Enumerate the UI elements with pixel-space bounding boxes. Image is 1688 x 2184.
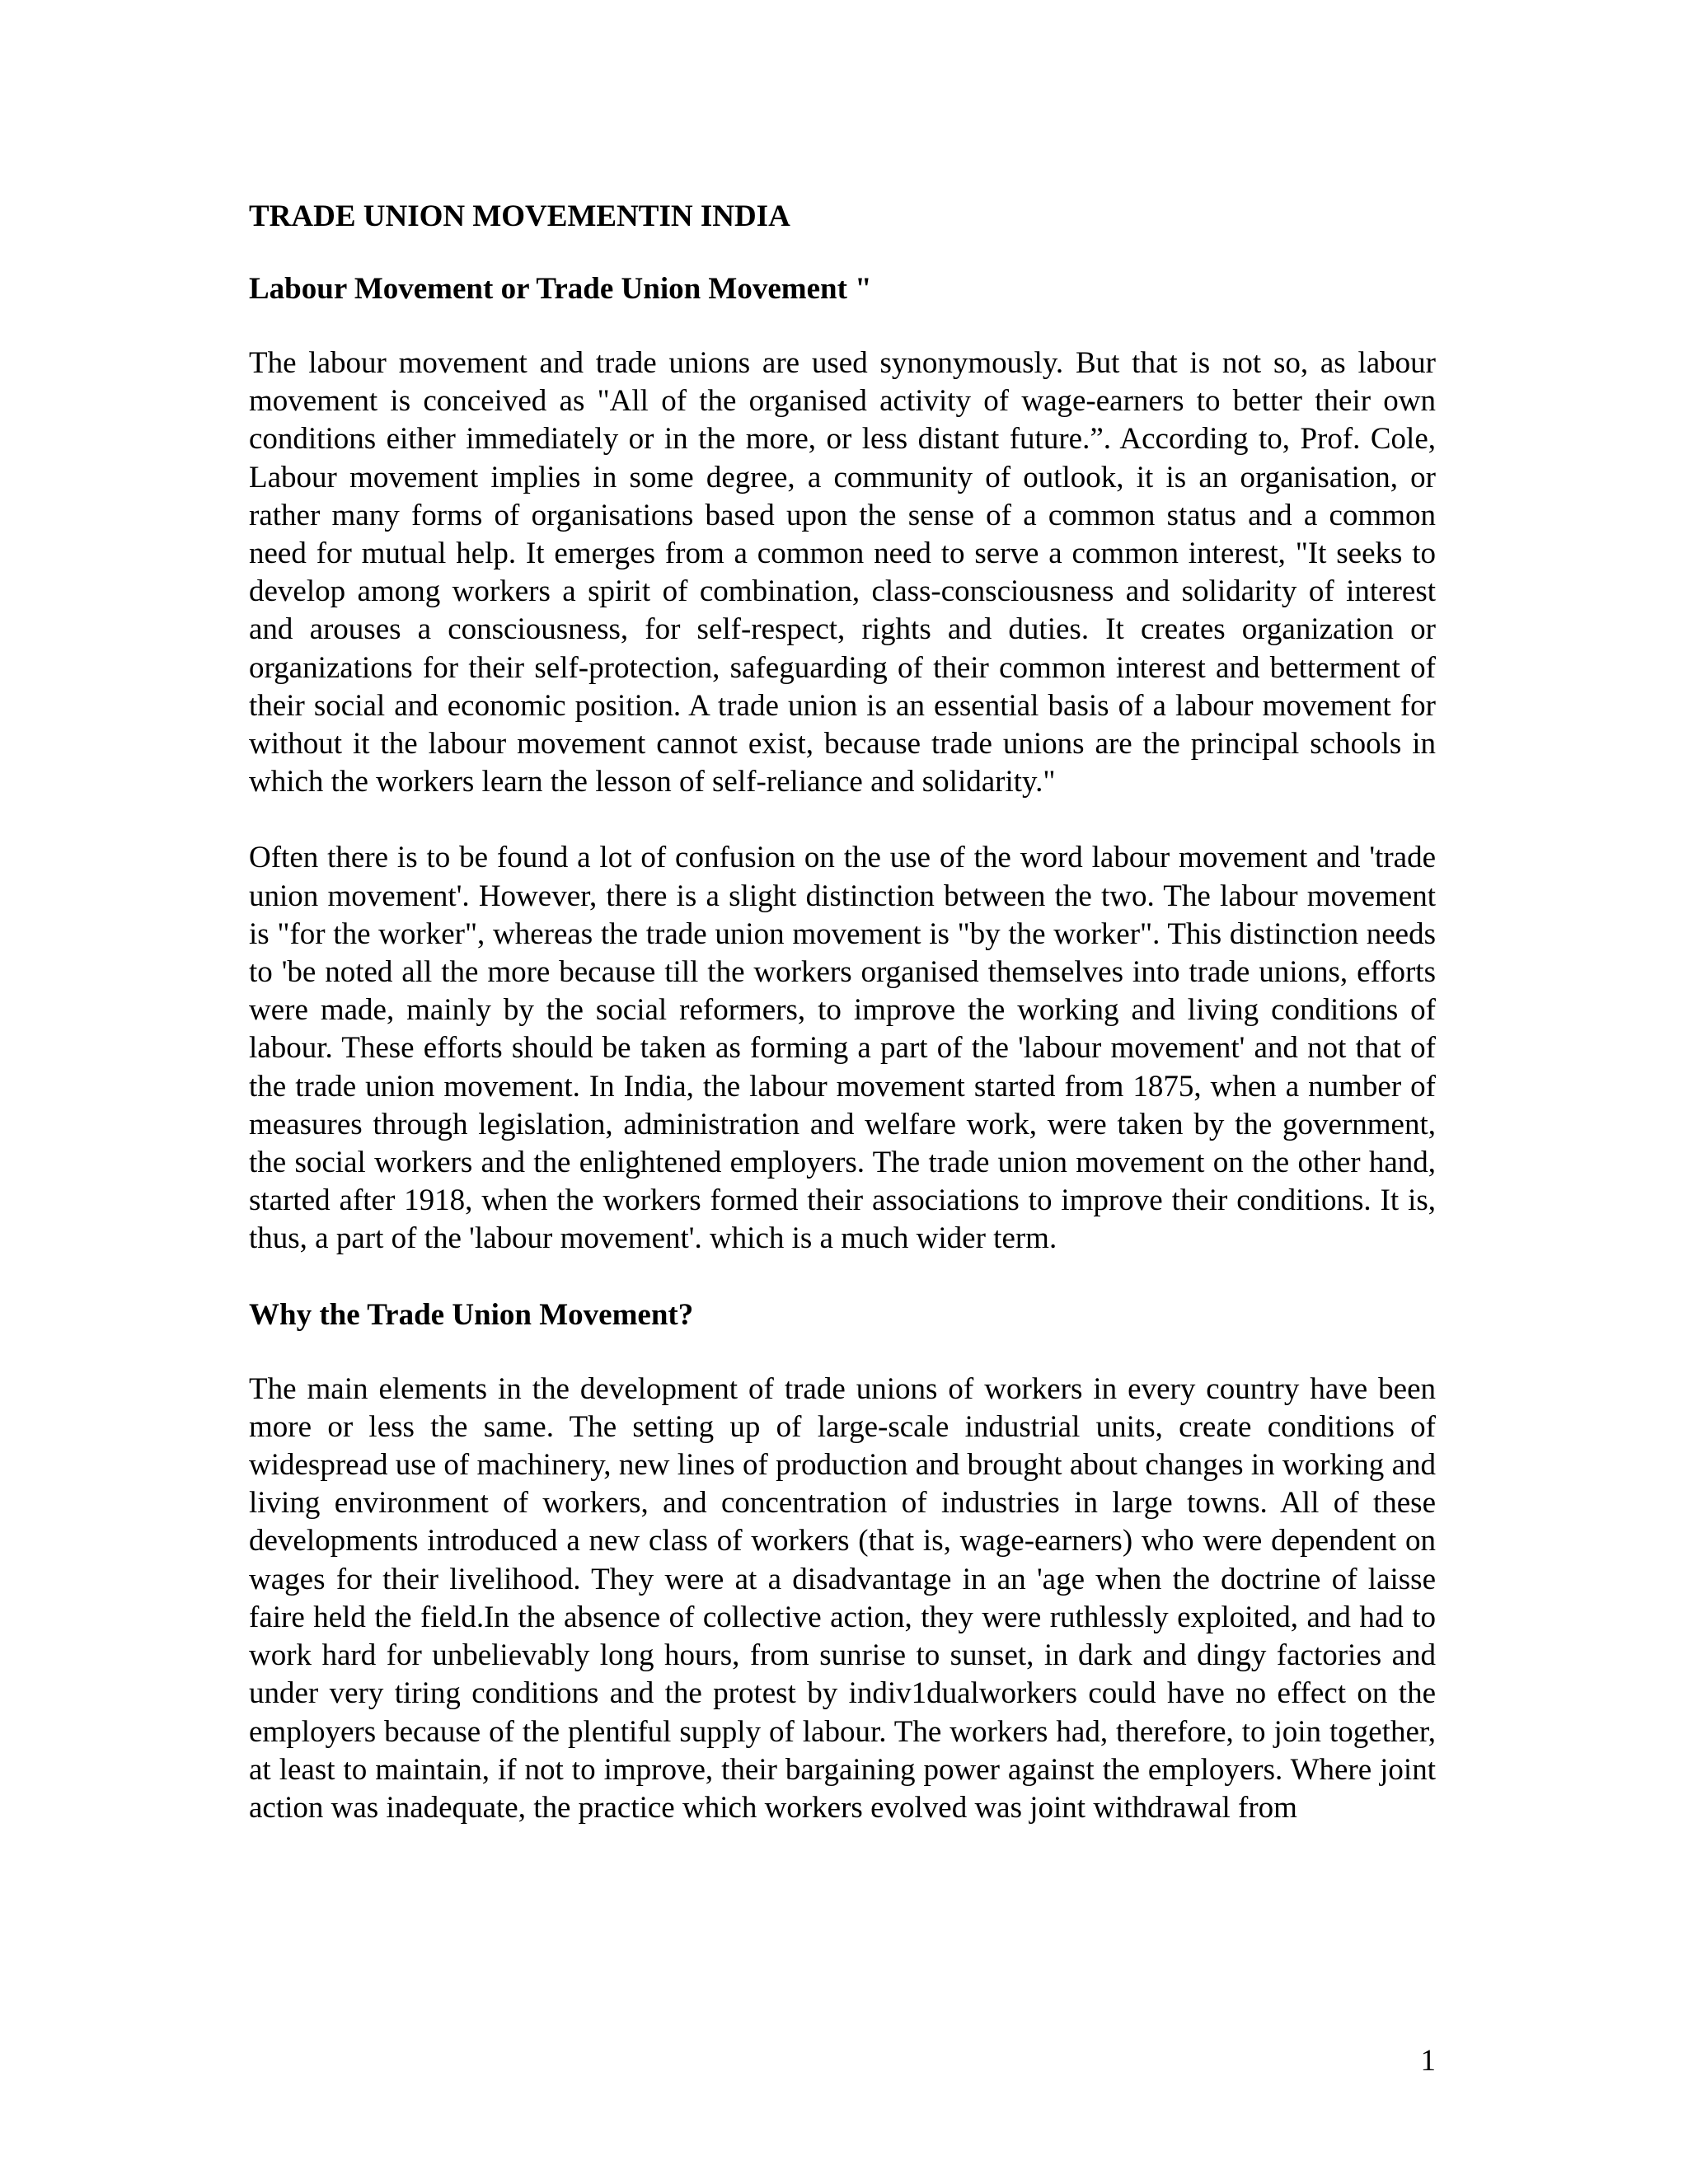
section-heading-why-trade-union: Why the Trade Union Movement? xyxy=(249,1297,694,1332)
section-heading-labour-movement: Labour Movement or Trade Union Movement " xyxy=(249,272,872,306)
paragraph-labour-definition: The labour movement and trade unions are used synonymously. But that is not so, as labour movement is conceived as "All of the organised activity of wage-earners to better their own conditions either immediately or in the more, or less distant future.”. According to, Prof. Cole, Labour movement implies in some degree, a community of outlook, it is an organisation, or rather many forms of organisations based upon the sense of a common status and a common need for mutual help. It emerges from a common need to serve a common interest, "It seeks to develop among workers a spirit of combination, class-consciousness and solidarity of interest and arouses a consciousness, for self-respect, rights and duties. It creates organization or organizations for their self-protection, safeguarding of their common interest and betterment of their social and economic position. A trade union is an essential basis of a labour movement for without it the labour movement cannot exist, because trade unions are the principal schools in which the workers learn the lesson of self-reliance and solidarity." xyxy=(249,346,1436,799)
page-content xyxy=(249,198,1436,1865)
paragraph-labour-vs-trade-union: Often there is to be found a lot of confusion on the use of the word labour movement and 'trade union movement'. However, there is a slight distinction between the two. The labour movement is "for the worker", whereas the trade union movement is "by the worker". This distinction needs to 'be noted all the more because till the workers organised themselves into trade unions, efforts were made, mainly by the social reformers, to improve the working and living conditions of labour. These efforts should be taken as forming a part of the 'labour movement' and not that of the trade union movement. In India, the labour movement started from 1875, when a number of measures through legislation, administration and welfare work, were taken by the government, the social workers and the enlightened employers. The trade union movement on the other hand, started after 1918, when the workers formed their associations to improve their conditions. It is, thus, a part of the 'labour movement'. which is a much wider term. xyxy=(249,841,1436,1256)
page-number: 1 xyxy=(1420,2044,1436,2078)
document-title: TRADE UNION MOVEMENTIN INDIA xyxy=(249,199,790,233)
paragraph-development-of-unions: The main elements in the development of trade unions of workers in every country have been more or less the same. The setting up of large-scale industrial units, create conditions of widespread use of machinery, new lines of production and brought about changes in working and living environment of workers, and concentration of industries in large towns. All of these developments introduced a new class of workers (that is, wage-earners) who were dependent on wages for their livelihood. They were at a disadvantage in an 'age when the doctrine of laisse faire held the field.In the absence of collective action, they were ruthlessly exploited, and had to work hard for unbelievably long hours, from sunrise to sunset, in dark and dingy factories and under very tiring conditions and the protest by indiv1dualworkers could have no effect on the employers because of the plentiful supply of labour. The workers had, therefore, to join together, at least to maintain, if not to improve, their bargaining power against the employers. Where joint action was inadequate, the practice which workers evolved was joint withdrawal from xyxy=(249,1371,1436,1825)
